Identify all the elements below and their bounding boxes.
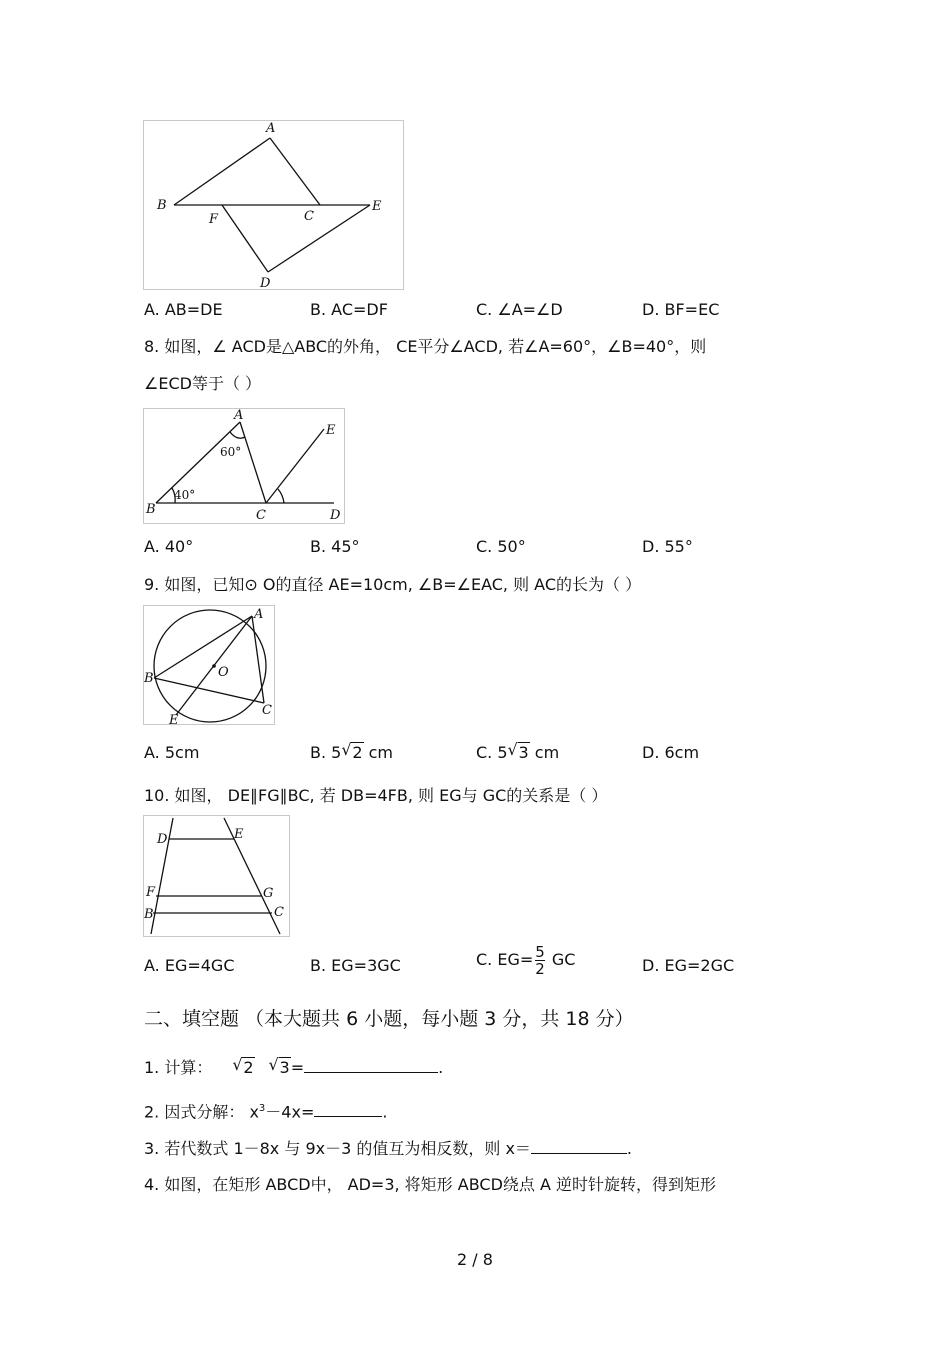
q7-figure: [143, 120, 404, 290]
fill-q3-answer-blank[interactable]: [531, 1137, 627, 1154]
q9-option-b-suffix: cm: [363, 743, 393, 762]
q9-label-e: E: [169, 713, 179, 724]
q10-label-g: G: [263, 886, 274, 901]
q8-label-d: D: [330, 508, 341, 523]
q8-label-e: E: [326, 423, 336, 438]
q8-option-d: D. 55°: [642, 537, 693, 556]
fraction-denominator: 2: [535, 960, 545, 978]
page-number: 2 / 8: [457, 1250, 493, 1269]
q7-label-e: E: [372, 199, 382, 214]
q10-label-f: F: [146, 885, 156, 900]
fraction: [535, 944, 545, 977]
q7-option-c: C. ∠A=∠D: [476, 300, 563, 319]
sqrt-icon: √ 2: [341, 740, 363, 762]
fill-q1-radicand-2: 3: [279, 1058, 290, 1077]
q9-label-a: A: [254, 607, 264, 622]
fill-q2-answer-blank[interactable]: [314, 1100, 382, 1117]
q10-label-e: E: [234, 827, 244, 842]
q10-option-c-prefix: C. EG=: [476, 950, 534, 969]
q9-label-b: B: [144, 671, 154, 686]
q8-angle-a: 60°: [220, 445, 242, 459]
q9-option-c-prefix: C. 5: [476, 743, 508, 762]
fill-q2: [144, 1099, 387, 1122]
q10-label-b: B: [144, 907, 154, 922]
q9-option-b: [310, 740, 393, 762]
q8-question-line1: 8. 如图，∠ ACD是△ABC的外角， CE平分∠ACD, 若∠A=60°，∠B=40°，则: [144, 337, 707, 356]
q10-option-c-suffix: GC: [546, 950, 576, 969]
q8-label-a: A: [234, 409, 244, 423]
q9-options: [144, 740, 784, 765]
fill-q3-text: 3. 若代数式 1－8x 与 9x－3 的值互为相反数，则 x＝: [144, 1139, 531, 1158]
q8-question-line2: ∠ECD等于（ ）: [144, 374, 262, 393]
q10-option-a: A. EG=4GC: [144, 956, 235, 975]
fraction-numerator: 5: [535, 943, 545, 961]
q8-options: [144, 537, 784, 559]
q9-option-d: D. 6cm: [642, 743, 700, 762]
fill-q2-prefix: 2. 因式分解： x: [144, 1102, 259, 1122]
q7-options: [144, 300, 784, 322]
q10-options: [144, 943, 784, 978]
fill-q1: [144, 1056, 443, 1078]
q9-label-o: O: [218, 665, 229, 680]
fill-q3-end: .: [626, 1139, 633, 1158]
q7-option-b: B. AC=DF: [310, 300, 388, 319]
sqrt-icon: √ 2: [232, 1055, 254, 1077]
q10-label-c: C: [274, 905, 284, 920]
q9-option-c-suffix: cm: [529, 743, 560, 762]
q7-label-d: D: [260, 276, 271, 289]
q8-option-b: B. 45°: [310, 537, 360, 556]
q8-option-a: A. 40°: [144, 537, 194, 556]
q7-option-a: A. AB=DE: [144, 300, 223, 319]
fill-q3: [144, 1137, 632, 1159]
q8-figure: [143, 408, 345, 524]
section2-heading: 二、填空题 （本大题共 6 小题，每小题 3 分，共 18 分）: [144, 1008, 634, 1030]
fill-q1-answer-blank[interactable]: [304, 1056, 438, 1073]
q7-label-a: A: [266, 121, 276, 136]
fill-q2-exponent: 3: [258, 1103, 266, 1114]
fill-q4: 4. 如图，在矩形 ABCD中， AD=3, 将矩形 ABCD绕点 A 逆时针旋转，得到矩形: [144, 1175, 717, 1194]
q7-label-c: C: [304, 209, 314, 224]
fill-q2-mid: －4x=: [265, 1102, 315, 1122]
q9-option-c-radicand: 3: [518, 743, 529, 762]
q9-option-b-prefix: B. 5: [310, 743, 342, 762]
fill-q1-equals: =: [290, 1058, 305, 1077]
fill-q1-radicand-1: 2: [243, 1058, 254, 1077]
q10-option-d: D. EG=2GC: [642, 956, 735, 975]
sqrt-icon: √ 3: [507, 740, 529, 762]
q7-option-d: D. BF=EC: [642, 300, 720, 319]
q8-label-c: C: [256, 508, 266, 523]
q10-option-b: B. EG=3GC: [310, 956, 401, 975]
q9-option-c: [476, 740, 560, 762]
q8-angle-b: 40°: [174, 488, 196, 502]
fill-q1-end: .: [438, 1058, 444, 1077]
q10-option-c: [476, 944, 575, 977]
q10-label-d: D: [157, 832, 168, 847]
q9-figure: [143, 605, 275, 725]
q10-question: 10. 如图， DE∥FG∥BC, 若 DB=4FB, 则 EG与 GC的关系是（ ）: [144, 786, 608, 805]
q10-figure: [143, 815, 290, 937]
fill-q2-end: .: [382, 1102, 388, 1122]
q9-label-c: C: [262, 703, 272, 718]
q7-label-f: F: [209, 212, 219, 227]
q8-label-b: B: [146, 502, 156, 517]
fill-q1-prefix: 1. 计算：: [144, 1058, 213, 1077]
q8-option-c: C. 50°: [476, 537, 526, 556]
sqrt-icon: √ 3: [268, 1055, 290, 1077]
q9-question: 9. 如图，已知⊙ O的直径 AE=10cm, ∠B=∠EAC, 则 AC的长为（ ）: [144, 575, 642, 594]
q9-option-a: A. 5cm: [144, 743, 200, 762]
q9-option-b-radicand: 2: [352, 743, 363, 762]
q7-label-b: B: [157, 198, 167, 213]
